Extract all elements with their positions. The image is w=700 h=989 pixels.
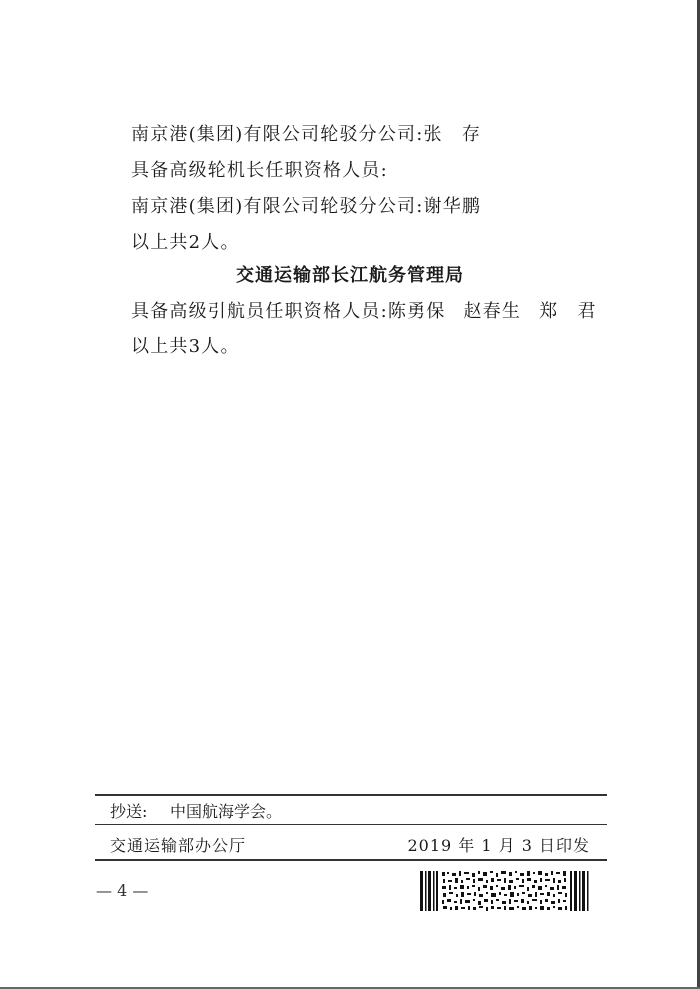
body-line-2: 具备高级轮机长任职资格人员: <box>131 160 388 181</box>
cc-label: 抄送: <box>110 802 148 821</box>
person-name: 谢华鹏 <box>423 196 482 217</box>
page-number: — 4 — <box>96 881 149 900</box>
company-name: 南京港(集团)有限公司轮驳分公司: <box>131 124 424 145</box>
person-name: 陈勇保 <box>387 301 446 322</box>
org-heading: 交通运输部长江航务管理局 <box>236 265 464 286</box>
person-name: 赵春生 <box>463 301 522 322</box>
body-line-3 <box>131 192 481 218</box>
qualification-label: 具备高级引航员任职资格人员: <box>131 301 388 322</box>
body-line-6 <box>131 297 597 323</box>
person-name: 郑 君 <box>539 301 597 322</box>
issuer-name: 交通运输部办公厅 <box>110 836 247 855</box>
company-name: 南京港(集团)有限公司轮驳分公司: <box>131 196 424 217</box>
body-line-7: 以上共3人。 <box>131 336 240 357</box>
footer-rule-middle <box>95 824 607 825</box>
barcode-icon <box>418 869 590 913</box>
cc-recipients: 中国航海学会。 <box>170 802 283 821</box>
body-line-1 <box>131 120 481 146</box>
person-name: 张 存 <box>423 124 482 145</box>
issue-date: 2019 年 1 月 3 日印发 <box>407 836 590 855</box>
body-line-4: 以上共2人。 <box>131 232 240 253</box>
footer-rule-top <box>95 794 607 796</box>
footer-rule-bottom <box>95 859 607 861</box>
